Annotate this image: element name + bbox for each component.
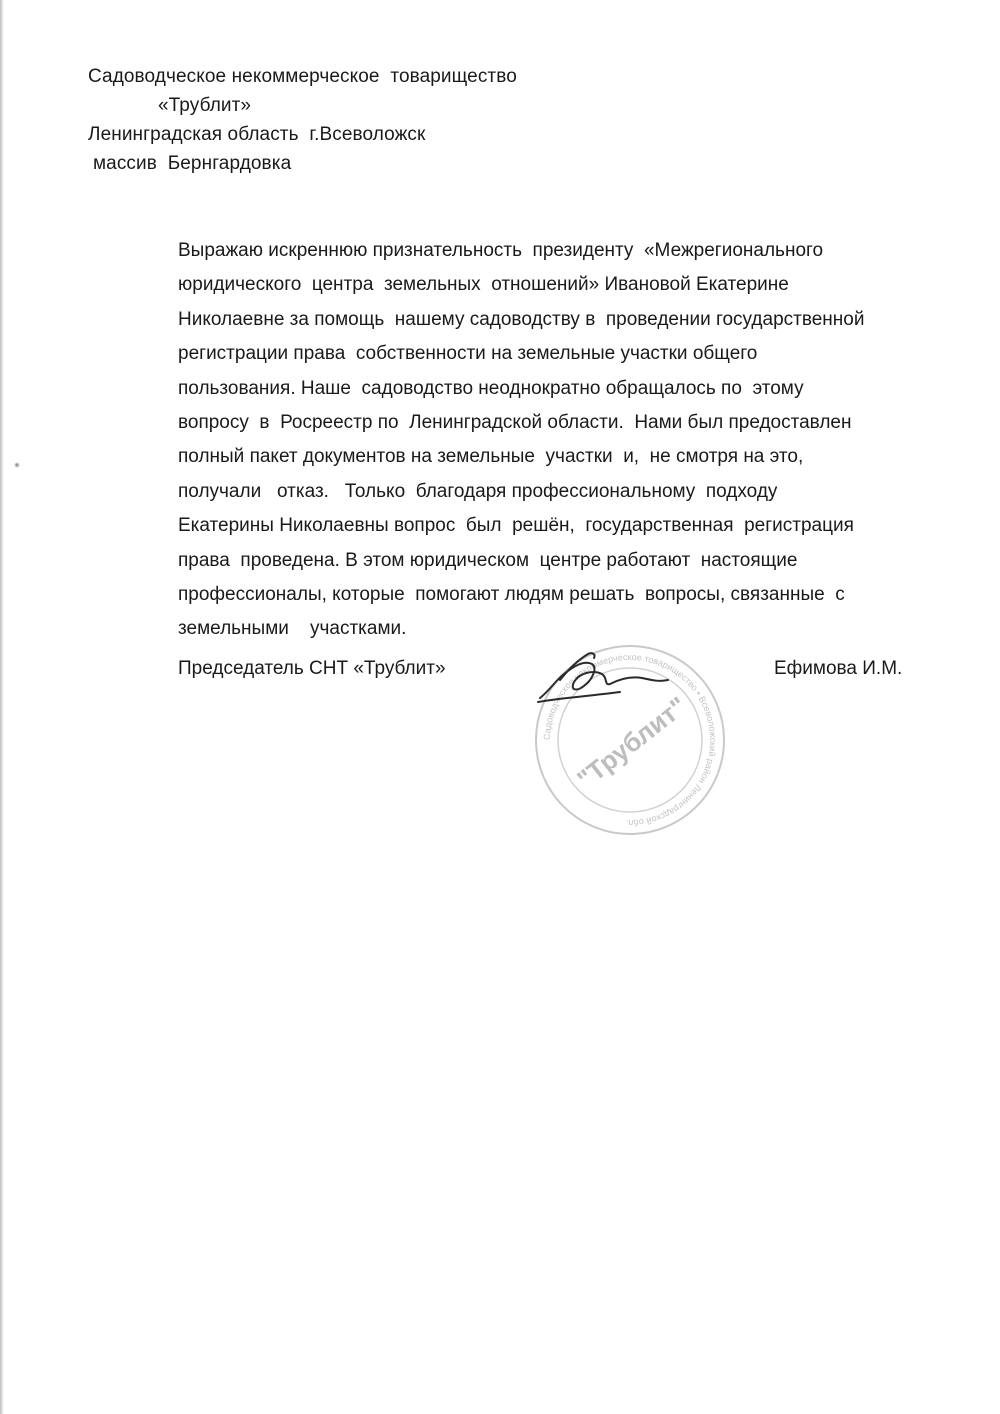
signatory-title: Председатель СНТ «Трублит» <box>178 658 446 679</box>
letter-line: Николаевне за помощь нашему садоводству в проведении государственной <box>178 308 865 330</box>
letter-line: получали отказ. Только благодаря профессиональному подходу <box>178 480 778 502</box>
org-short-name: «Трублит» <box>158 95 252 116</box>
letter-line: Екатерины Николаевны вопрос был решён, государственная регистрация <box>178 515 854 537</box>
scan-edge-shadow <box>0 0 4 1414</box>
letter-line: пользования. Наше садоводство неоднократно обращалось по этому <box>178 377 804 399</box>
signatory-name: Ефимова И.М. <box>774 658 903 679</box>
letter-line: юридического центра земельных отношений» Ивановой Екатерине <box>178 274 789 296</box>
letter-line: полный пакет документов на земельные участки и, не смотря на это, <box>178 446 804 468</box>
stamp-ring-text: Садоводческое некоммерческое товарищество • Всеволожский район Ленинградской обл. <box>541 651 719 829</box>
letter-line: права проведена. В этом юридическом центре работают настоящие <box>178 549 798 571</box>
letter-line: профессионалы, которые помогают людям решать вопросы, связанные с <box>178 584 845 606</box>
letter-line: земельными участками. <box>178 618 407 640</box>
letter-line: вопросу в Росреестр по Ленинградской области. Нами был предоставлен <box>178 412 852 434</box>
organization-stamp <box>530 640 730 840</box>
letter-body <box>178 234 968 647</box>
org-name-line: Садоводческое некоммерческое товарищество <box>88 66 517 87</box>
scan-speck <box>14 462 20 468</box>
organization-header <box>88 62 517 178</box>
stamp-center-text: "Трублит" <box>571 690 693 795</box>
org-region-line: Ленинградская область г.Всеволожск <box>88 124 426 145</box>
letter-line: Выражаю искреннюю признательность президенту «Межрегионального <box>178 240 824 261</box>
letter-line: регистрации права собственности на земельные участки общего <box>178 343 758 365</box>
org-location-line: массив Бернгардовка <box>93 153 292 174</box>
